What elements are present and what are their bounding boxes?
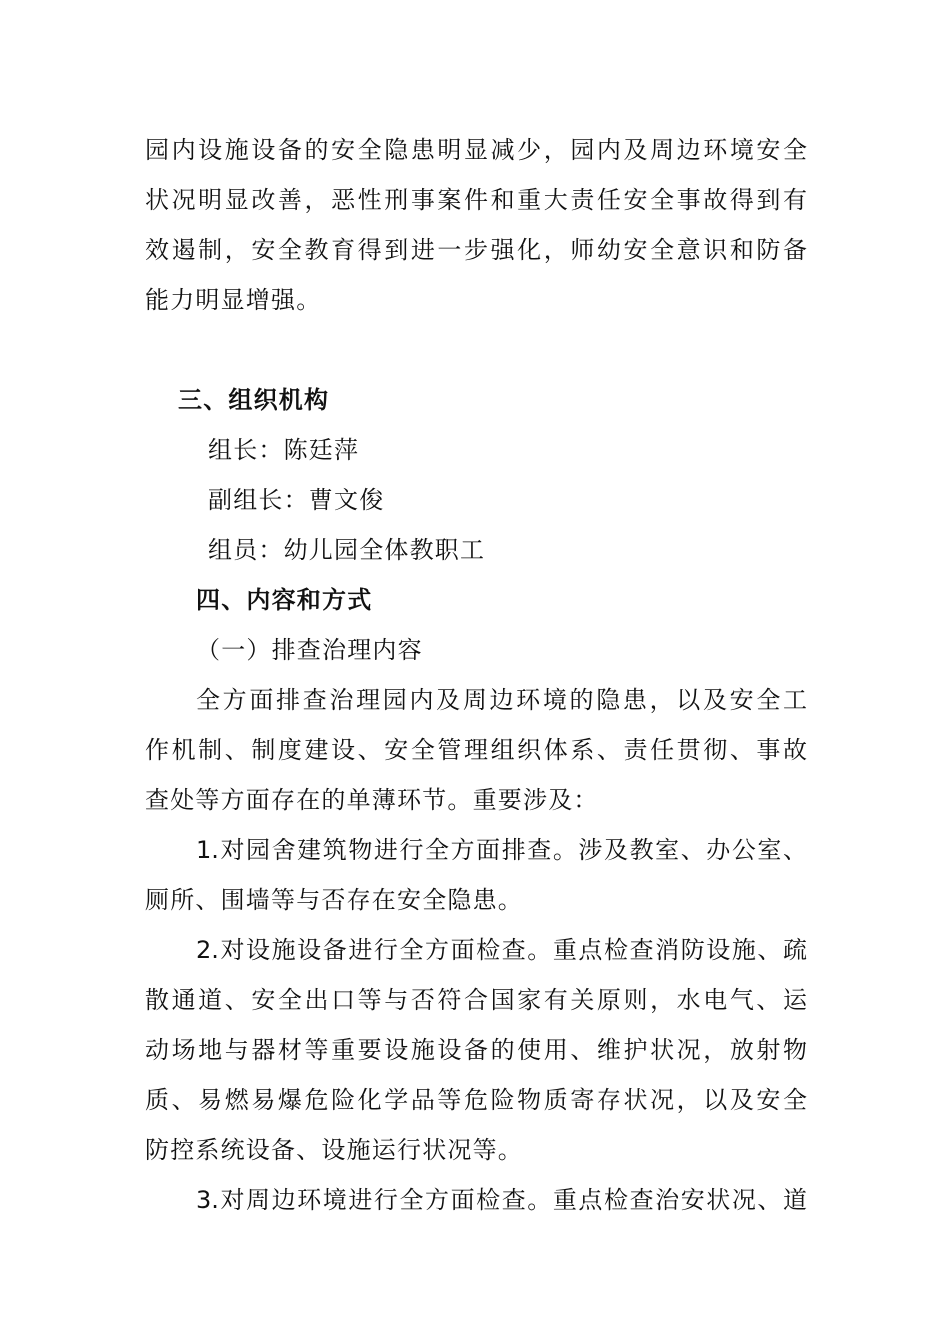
item2-line: 质、易燃易爆危险化学品等危险物质寄存状况，以及安全 <box>145 1086 807 1114</box>
intro-line: 园内设施设备的安全隐患明显减少，园内及周边环境安全 <box>145 136 807 164</box>
intro-line: 状况明显改善，恶性刑事案件和重大责任安全事故得到有 <box>145 186 807 214</box>
section4-heading: 四、内容和方式 <box>196 586 373 614</box>
item1-line: 厕所、围墙等与否存在安全隐患。 <box>145 886 523 914</box>
item2-line: 动场地与器材等重要设施设备的使用、维护状况，放射物 <box>145 1036 807 1064</box>
paragraph-line: 全方面排查治理园内及周边环境的隐患，以及安全工 <box>196 686 807 714</box>
section3-heading: 三、组织机构 <box>178 386 330 414</box>
item3-line: 3.对周边环境进行全方面检查。重点检查治安状况、道 <box>196 1186 807 1214</box>
paragraph-line: 作机制、制度建设、安全管理组织体系、责任贯彻、事故 <box>145 736 807 764</box>
leader-line: 组长：陈廷萍 <box>208 436 360 464</box>
deputy-line: 副组长：曹文俊 <box>208 486 385 514</box>
item2-line: 散通道、安全出口等与否符合国家有关原则，水电气、运 <box>145 986 807 1014</box>
item1-line: 1.对园舍建筑物进行全方面排查。涉及教室、办公室、 <box>196 836 807 864</box>
item2-line: 2.对设施设备进行全方面检查。重点检查消防设施、疏 <box>196 936 807 964</box>
members-line: 组员：幼儿园全体教职工 <box>208 536 486 564</box>
intro-line: 效遏制，安全教育得到进一步强化，师幼安全意识和防备 <box>145 236 807 264</box>
paragraph-line: 查处等方面存在的单薄环节。重要涉及： <box>145 786 599 814</box>
intro-line: 能力明显增强。 <box>145 286 322 314</box>
subsection1-heading: （一）排查治理内容 <box>196 636 423 664</box>
item2-line: 防控系统设备、设施运行状况等。 <box>145 1136 523 1164</box>
